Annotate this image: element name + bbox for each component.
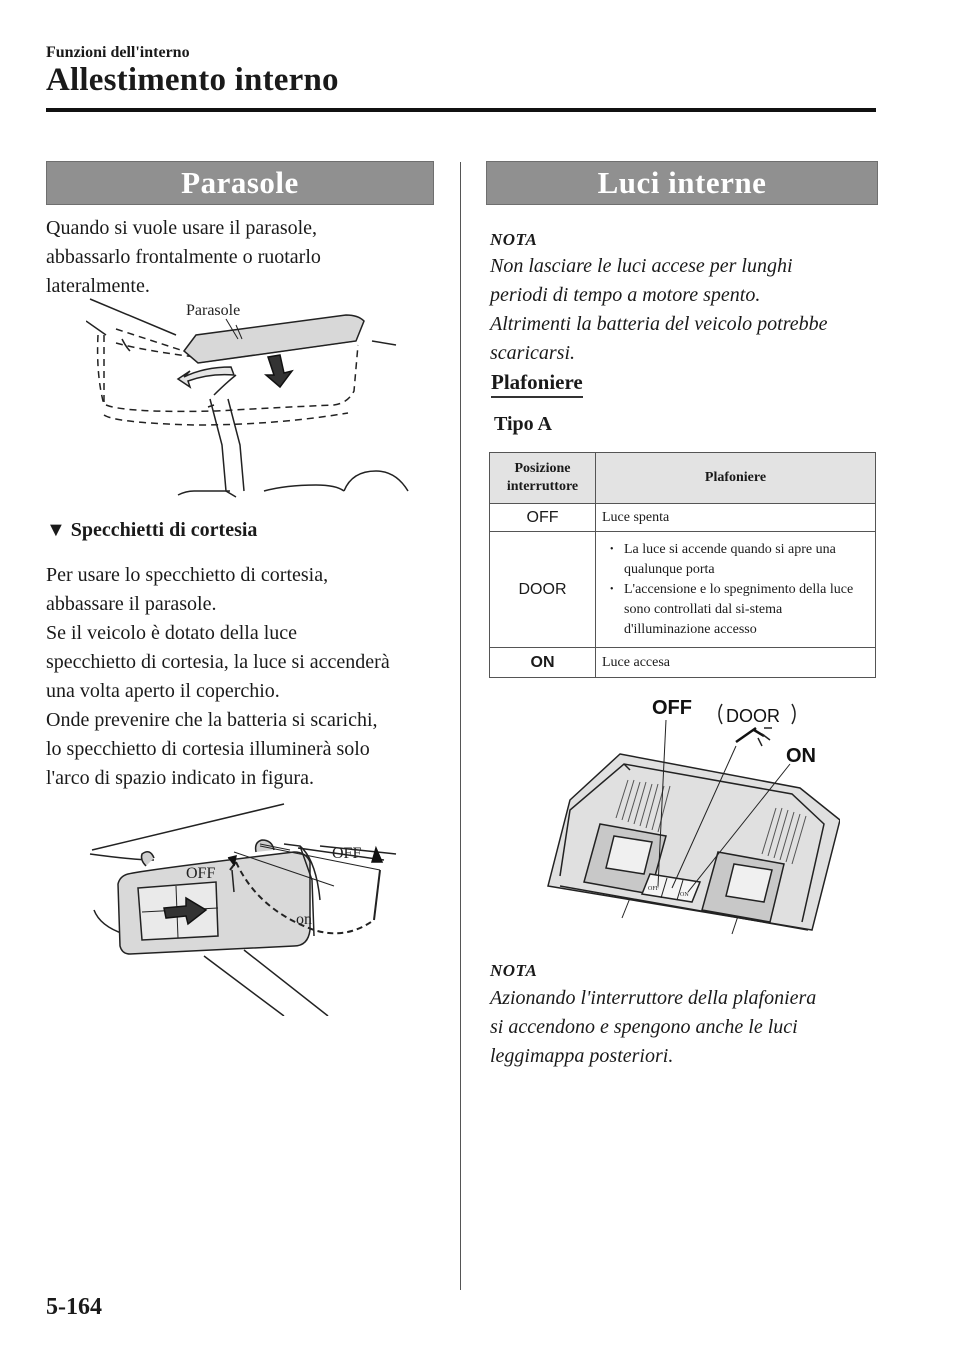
table-row: [490, 532, 876, 648]
door-label: DOOR: [726, 706, 780, 726]
nota-line: Azionando l'interruttore della plafoniera: [490, 987, 817, 1009]
parasole-label: Parasole: [186, 302, 241, 319]
vanity-mirror-figure: [84, 800, 414, 1016]
parasole-intro: [46, 214, 436, 301]
nota-line: Altrimenti la batteria del veicolo potrebbe: [490, 313, 828, 335]
off-label: OFF: [652, 697, 692, 719]
luci-banner: Luci interne: [486, 161, 878, 205]
table-row: [490, 504, 876, 532]
section-title: Allestimento interno: [46, 62, 339, 98]
desc-door: [596, 532, 876, 648]
off-right-label: OFF: [332, 845, 362, 862]
nota-line: leggimappa posteriori.: [490, 1045, 674, 1067]
off-left-label: OFF: [186, 865, 216, 882]
on-label: on: [296, 911, 312, 928]
nota-line: scaricarsi.: [490, 342, 575, 364]
dome-light-figure: [540, 690, 840, 950]
switch-off: OFF: [490, 504, 596, 532]
tipo-label: Tipo A: [494, 413, 552, 435]
switch-small-off: OFF: [648, 886, 660, 892]
on-label: ON: [786, 745, 816, 767]
body-line: l'arco di spazio indicato in figura.: [46, 767, 314, 789]
cortesia-subheading: ▼ Specchietti di cortesia: [46, 519, 258, 541]
page-number: 5-164: [46, 1294, 102, 1320]
column-divider: [460, 162, 461, 1290]
body-line: abbassare il parasole.: [46, 593, 217, 615]
body-line: Se il veicolo è dotato della luce: [46, 622, 298, 644]
nota-line: si accendono e spengono anche le luci: [490, 1016, 798, 1038]
nota-label: NOTA: [490, 230, 538, 249]
body-line: specchietto di cortesia, la luce si accenderà: [46, 651, 390, 673]
nota-line: Non lasciare le luci accese per lunghi: [490, 255, 793, 277]
intro-line: abbassarlo frontalmente o ruotarlo: [46, 246, 321, 268]
body-line: una volta aperto il coperchio.: [46, 680, 280, 702]
nota-text: [490, 252, 880, 368]
header-rule: [46, 108, 876, 112]
nota-line: periodi di tempo a motore spento.: [490, 284, 761, 306]
plafoniere-subheading: Plafoniere: [491, 370, 583, 398]
switch-small-on: ON: [680, 892, 689, 898]
desc-on: Luce accesa: [596, 648, 876, 678]
header-switch: Posizione interruttore: [490, 453, 596, 504]
table-row: [490, 648, 876, 678]
bullet-item: • La luce si accende quando si apre una qualunque porta: [616, 540, 869, 580]
body-line: lo specchietto di cortesia illuminerà solo: [46, 738, 370, 760]
parasole-banner: Parasole: [46, 161, 434, 205]
switch-modes-table: [489, 452, 876, 678]
desc-off: Luce spenta: [596, 504, 876, 532]
sun-visor-figure: [86, 295, 416, 505]
table-header-row: [490, 453, 876, 504]
switch-on: ON: [490, 648, 596, 678]
switch-door: DOOR: [490, 532, 596, 648]
nota-label: NOTA: [490, 961, 538, 980]
body-line: Per usare lo specchietto di cortesia,: [46, 564, 329, 586]
intro-line: lateralmente.: [46, 275, 150, 297]
nota-text: [490, 984, 880, 1071]
intro-line: Quando si vuole usare il parasole,: [46, 217, 318, 239]
body-line: Onde prevenire che la batteria si scarichi,: [46, 709, 378, 731]
door-lamp-icon: [736, 728, 772, 746]
header-lights: Plafoniere: [596, 453, 876, 504]
chapter-title: Funzioni dell'interno: [46, 44, 190, 61]
cortesia-body: [46, 561, 446, 793]
bullet-item: • L'accensione e lo spegnimento della luce sono controllati dal si-stema d'illuminazione accesso: [616, 580, 869, 640]
